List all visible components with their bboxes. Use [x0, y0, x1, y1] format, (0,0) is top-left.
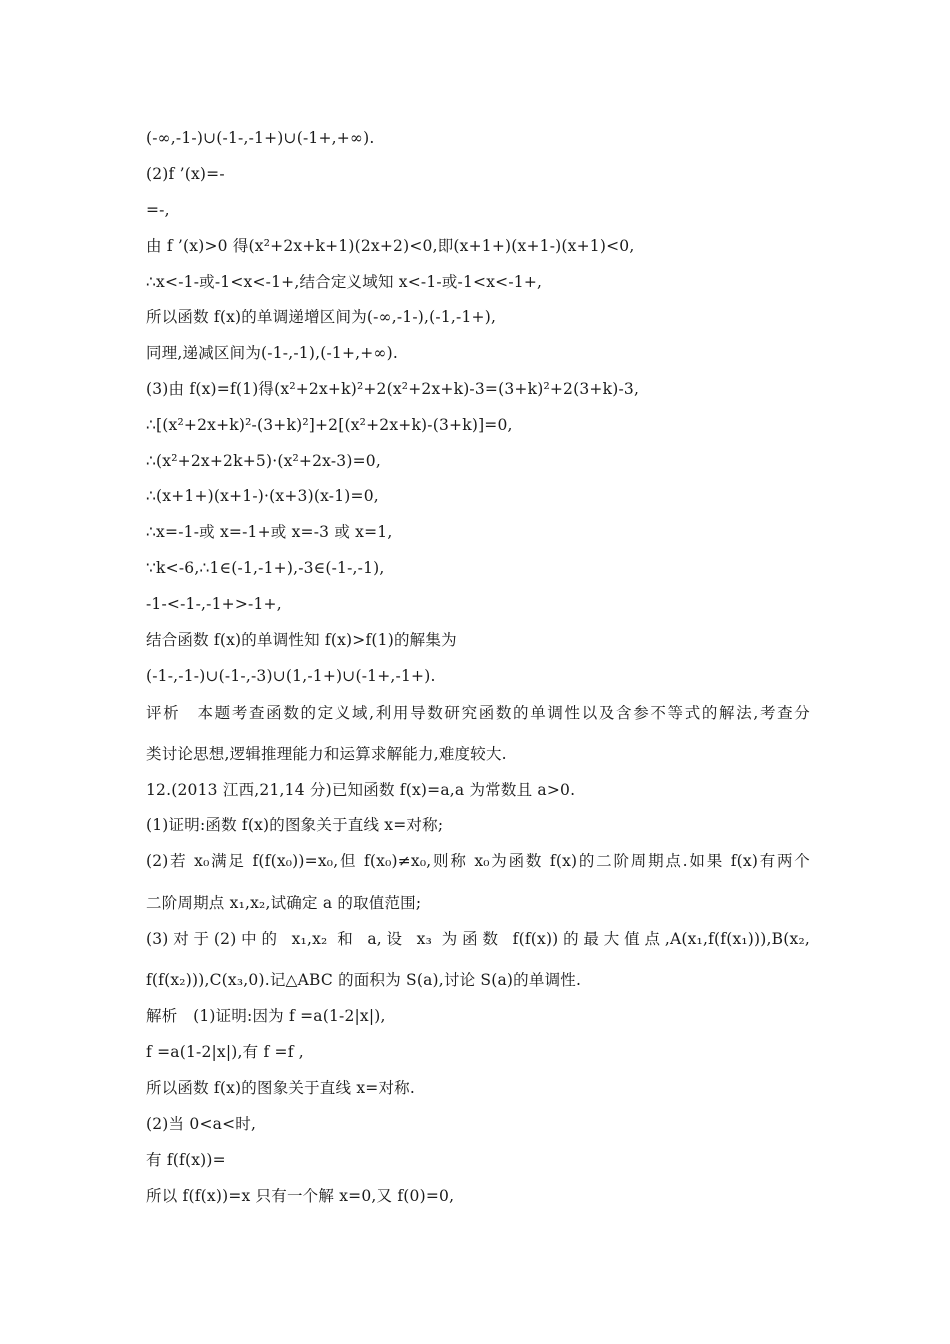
- text-line: 结合函数 f(x)的单调性知 f(x)>f(1)的解集为: [146, 631, 457, 649]
- text-line: (2)f ’(x)=-: [146, 165, 225, 183]
- text-line: (2)若 x₀满足 f(f(x₀))=x₀,但 f(x₀)≠x₀,则称 x₀为函数 f(x)的二阶周期点.如果 f(x)有两个: [146, 852, 810, 870]
- text-line: (1)证明:函数 f(x)的图象关于直线 x=对称;: [146, 816, 444, 834]
- text-line: 二阶周期点 x₁,x₂,试确定 a 的取值范围;: [146, 894, 422, 912]
- text-line: (-∞,-1-)∪(-1-,-1+)∪(-1+,+∞).: [146, 129, 375, 147]
- text-line: ∴(x²+2x+2k+5)·(x²+2x-3)=0,: [146, 452, 381, 470]
- text-line: (3)由 f(x)=f(1)得(x²+2x+k)²+2(x²+2x+k)-3=(3+k)²+2(3+k)-3,: [146, 380, 640, 398]
- text-line: 由 f ’(x)>0 得(x²+2x+k+1)(2x+2)<0,即(x+1+)(x+1-)(x+1)<0,: [146, 237, 635, 255]
- text-line: 所以函数 f(x)的单调递增区间为(-∞,-1-),(-1,-1+),: [146, 308, 497, 326]
- text-line: (2)当 0<a<时,: [146, 1115, 257, 1133]
- text-line: 有 f(f(x))=: [146, 1151, 226, 1169]
- text-line: 类讨论思想,逻辑推理能力和运算求解能力,难度较大.: [146, 745, 507, 763]
- text-line: 同理,递减区间为(-1-,-1),(-1+,+∞).: [146, 344, 398, 362]
- text-line: ∴(x+1+)(x+1-)·(x+3)(x-1)=0,: [146, 487, 379, 505]
- text-line: f(f(x₂))),C(x₃,0).记△ABC 的面积为 S(a),讨论 S(a)的单调性.: [146, 971, 582, 989]
- text-line: ∵k<-6,∴1∈(-1,-1+),-3∈(-1-,-1),: [146, 559, 385, 577]
- text-line: ∴x=-1-或 x=-1+或 x=-3 或 x=1,: [146, 523, 393, 541]
- text-line: (3)对于(2)中的 x₁,x₂ 和 a,设 x₃ 为函数 f(f(x))的最大值点,A(x₁,f(f(x₁))),B(x₂,: [146, 930, 810, 948]
- text-line: 解析 (1)证明:因为 f =a(1-2|x|),: [146, 1007, 386, 1025]
- text-line: 所以函数 f(x)的图象关于直线 x=对称.: [146, 1079, 415, 1097]
- text-line: =-,: [146, 201, 170, 219]
- text-line: ∴x<-1-或-1<x<-1+,结合定义域知 x<-1-或-1<x<-1+,: [146, 273, 543, 291]
- text-line: (-1-,-1-)∪(-1-,-3)∪(1,-1+)∪(-1+,-1+).: [146, 667, 436, 685]
- text-line: -1-<-1-,-1+>-1+,: [146, 595, 282, 613]
- text-line: ∴[(x²+2x+k)²-(3+k)²]+2[(x²+2x+k)-(3+k)]=0,: [146, 416, 513, 434]
- text-line: f =a(1-2|x|),有 f =f ,: [146, 1043, 304, 1061]
- text-line: 所以 f(f(x))=x 只有一个解 x=0,又 f(0)=0,: [146, 1187, 455, 1205]
- text-line: 评析 本题考查函数的定义域,利用导数研究函数的单调性以及含参不等式的解法,考查分: [146, 704, 810, 722]
- text-line: 12.(2013 江西,21,14 分)已知函数 f(x)=a,a 为常数且 a>0.: [146, 781, 576, 799]
